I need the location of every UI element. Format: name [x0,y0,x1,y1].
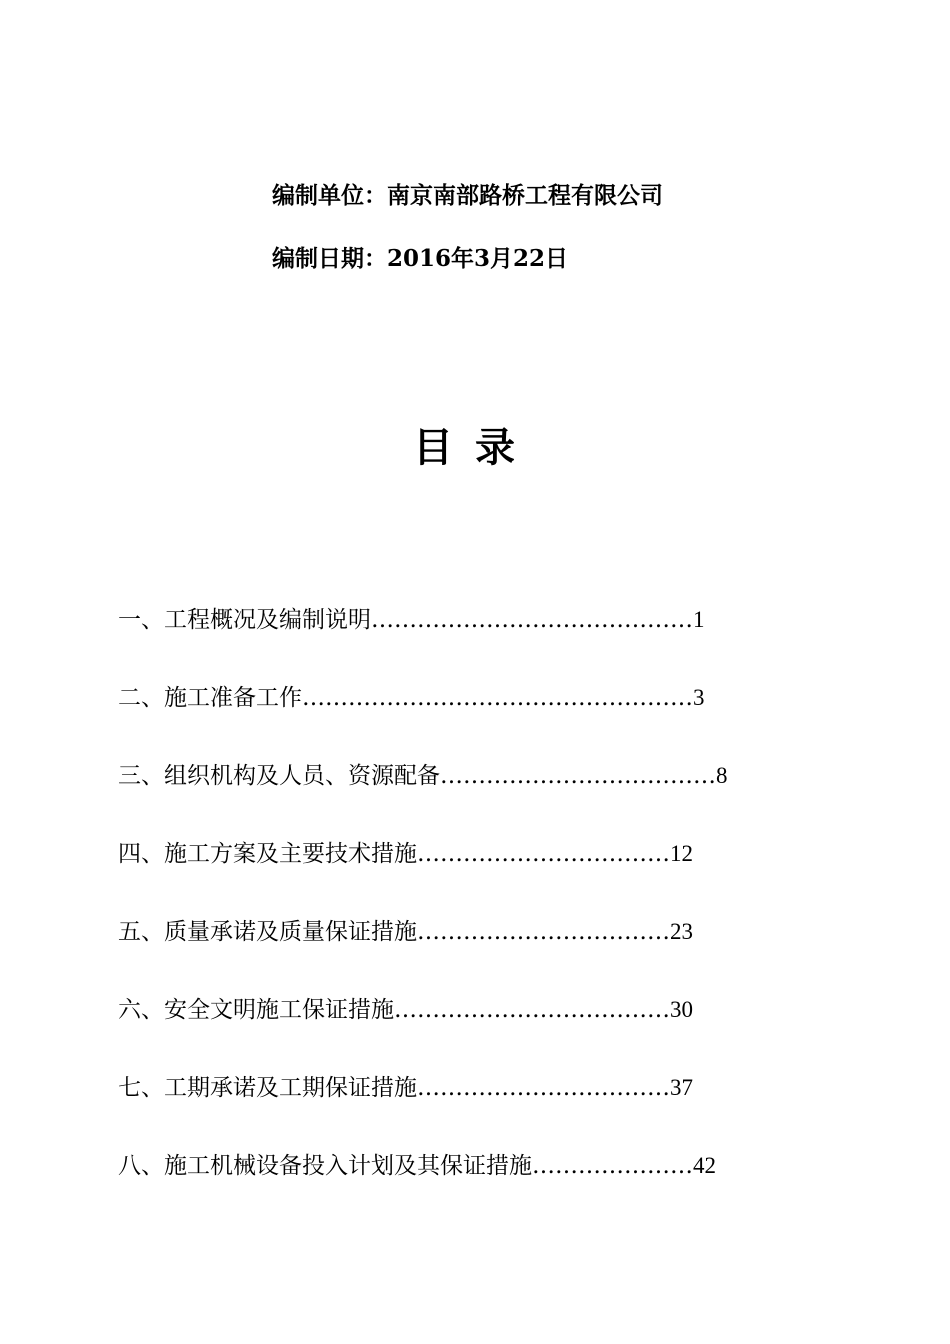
compiler-line [272,181,663,211]
toc-item-page: 37 [670,1075,693,1100]
toc-item-page: 42 [693,1153,716,1178]
toc-item-page: 1 [693,607,705,632]
toc-item-leader: …………………………………………… [302,685,693,711]
toc-item-label: 二、施工准备工作 [118,685,302,711]
toc-item[interactable] [118,915,838,993]
date-label: 编制日期： [272,245,387,272]
toc-item-page: 12 [670,841,693,866]
toc-item[interactable] [118,993,838,1071]
toc-item-leader: ……………………………… [440,763,716,789]
toc-item-page: 8 [716,763,728,788]
toc-item-label: 八、施工机械设备投入计划及其保证措施 [118,1153,532,1179]
toc-item-page: 30 [670,997,693,1022]
toc-item-leader: ……………………………… [394,997,670,1023]
toc-item[interactable] [118,1149,838,1227]
toc-item[interactable] [118,1071,838,1149]
toc-item[interactable] [118,759,838,837]
date-line [272,244,568,274]
toc-item[interactable] [118,681,838,759]
toc-item-page: 23 [670,919,693,944]
compiler-label: 编制单位： [272,182,387,209]
toc-item-leader: …………………………… [417,841,670,867]
toc-item-label: 五、质量承诺及质量保证措施 [118,919,417,945]
toc-item-leader: ………………… [532,1153,693,1179]
toc-item-page: 3 [693,685,705,710]
toc-item-label: 四、施工方案及主要技术措施 [118,841,417,867]
toc-item-leader: …………………………………… [371,607,693,633]
toc-item[interactable] [118,603,838,681]
toc-title: 目录 [413,424,537,471]
toc-item[interactable] [118,837,838,915]
toc-item-leader: …………………………… [417,1075,670,1101]
toc-list [118,603,838,1227]
compiler-value: 南京南部路桥工程有限公司 [387,182,663,209]
toc-item-label: 六、安全文明施工保证措施 [118,997,394,1023]
date-value: 2016年3月22日 [387,245,569,272]
toc-item-label: 三、组织机构及人员、资源配备 [118,763,440,789]
toc-item-label: 一、工程概况及编制说明 [118,607,371,633]
toc-item-leader: …………………………… [417,919,670,945]
toc-item-label: 七、工期承诺及工期保证措施 [118,1075,417,1101]
